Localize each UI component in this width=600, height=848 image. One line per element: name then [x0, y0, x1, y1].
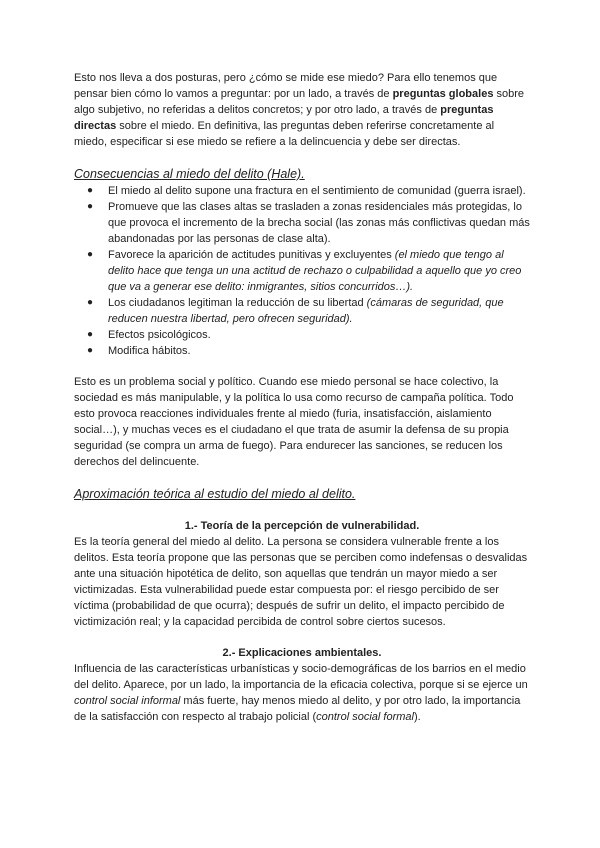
list-item: ● El miedo al delito supone una fractura en el sentimiento de comunidad (guerra israel).: [87, 185, 526, 197]
consecuencias-list: [74, 183, 530, 359]
bullet-icon: ●: [87, 329, 94, 340]
bullet-icon: ●: [87, 297, 94, 308]
teoria1-title: 1.- Teoría de la percepción de vulnerabilidad.: [184, 520, 420, 532]
list-item: ● Promueve que las clases altas se trasladen a zonas residenciales más protegidas, lo que provoca el incremento de la brecha social (las zonas más conflictivas quedan más abandonadas por las personas de clase alta).: [87, 201, 530, 245]
bullet-icon: ●: [87, 249, 94, 260]
list-item: ● Efectos psicológicos.: [87, 329, 211, 341]
bold-preguntas-directas: preguntas directas: [74, 104, 494, 132]
heading-consecuencias: Consecuencias al miedo del delito (Hale).: [74, 167, 305, 181]
list-item: ● Los ciudadanos legitiman la reducción de su libertad (cámaras de seguridad, que reducen nuestra libertad, pero ofrecen seguridad).: [87, 297, 504, 325]
list-item: ● Favorece la aparición de actitudes punitivas y excluyentes (el miedo que tengo al delito hace que tenga un una actitud de rechazo o culpabilidad a aquello que yo creo que va a generar ese delito: inmigrantes, sitios concurridos…).: [87, 249, 522, 293]
teoria1-paragraph: Es la teoría general del miedo al delito. La persona se considera vulnerable frente a los delitos. Esta teoría propone que las personas que se perciben como indefensas o desvalidas ante una situación hipotética de delito, son aquellas que tendrán un mayor miedo a ser victimizadas. Esta vulnerabilidad puede estar compuesta por: el riesgo percibido de ser víctima (probabilidad de que ocurra); después de sufrir un delito, el impacto percibido de victimización real; y la capacidad percibida de control sobre ciertos sucesos.: [74, 536, 528, 628]
bold-preguntas-globales: preguntas globales: [392, 88, 494, 100]
italic-control-informal: control social informal: [74, 695, 181, 707]
intro-paragraph: Esto nos lleva a dos posturas, pero ¿cómo se mide ese miedo? Para ello tenemos que pensar bien cómo lo vamos a preguntar: por un lado, a través de preguntas globales sobre algo subjetivo, no referidas a delitos concretos; y por otro lado, a través de preguntas directas sobre el miedo. En definitiva, las preguntas deben referirse concretamente al miedo, especificar si ese miedo se refiere a la delincuencia y debe ser directas.: [74, 72, 525, 148]
bullet-icon: ●: [87, 345, 94, 356]
heading-aproximacion: Aproximación teórica al estudio del miedo al delito.: [74, 487, 356, 501]
teoria2-paragraph: Influencia de las características urbanísticas y socio-demográficas de los barrios en el medio del delito. Aparece, por un lado, la importancia de la eficacia colectiva, porque si se ejerce un control social informal más fuerte, hay menos miedo al delito, y por otro lado, la importancia de la satisfacción con respecto al trabajo policial (control social formal).: [74, 663, 528, 723]
document-content: [74, 70, 530, 725]
bullet-icon: ●: [87, 201, 94, 212]
list-item: ● Modifica hábitos.: [87, 345, 191, 357]
teoria2-title: 2.- Explicaciones ambientales.: [222, 647, 382, 659]
italic-control-formal: control social formal: [316, 711, 414, 723]
bullet-icon: ●: [87, 185, 94, 196]
problema-paragraph: Esto es un problema social y político. Cuando ese miedo personal se hace colectivo, la sociedad es más manipulable, y la política lo usa como recurso de campaña política. Todo esto provoca reacciones individuales frente al miedo (furia, insatisfacción, aislamiento social…), y muchas veces es el ciudadano el que trata de asumir la defensa de su propia seguridad (se compra un arma de fuego). Para endurecer las sanciones, se reducen los derechos del delincuente.: [74, 376, 514, 468]
